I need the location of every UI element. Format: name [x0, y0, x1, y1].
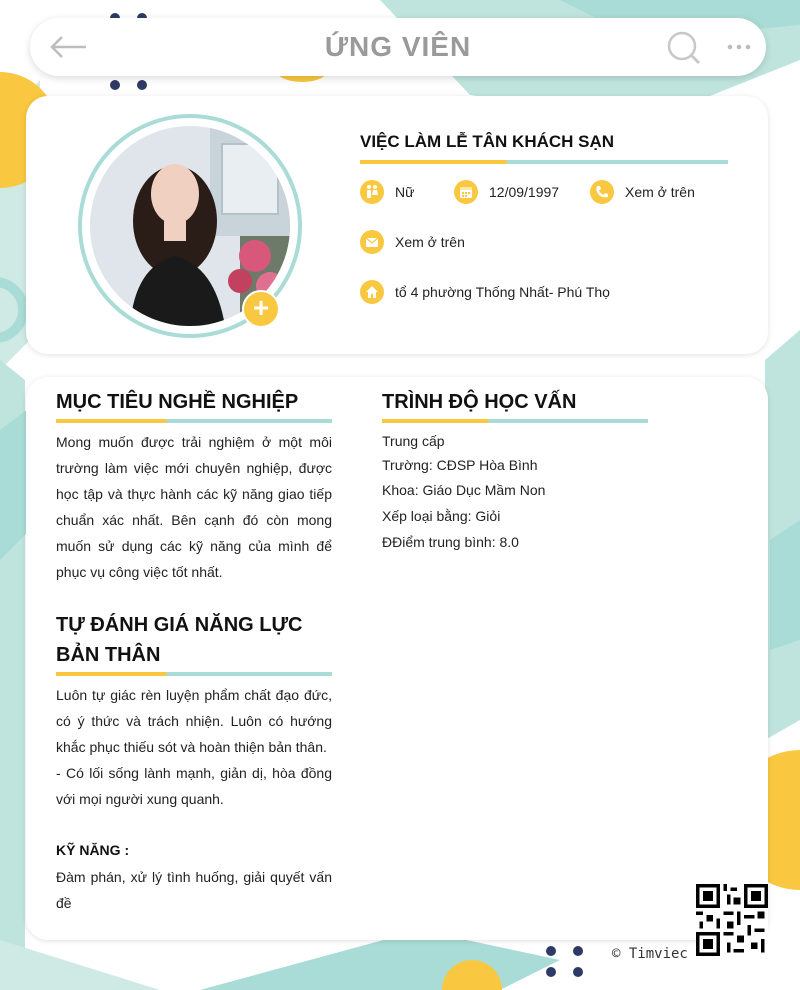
add-photo-button[interactable]: +	[242, 290, 280, 328]
skills-heading: KỸ NĂNG :	[56, 842, 130, 858]
job-title: VIỆC LÀM LỄ TÂN KHÁCH SẠN	[360, 132, 615, 151]
phone-icon	[590, 180, 614, 204]
page-title: ỨNG VIÊN	[324, 31, 472, 62]
top-header-bar	[30, 18, 766, 76]
birthday-info	[454, 180, 559, 204]
education-title: TRÌNH ĐỘ HỌC VẤN	[382, 391, 577, 413]
arrow-left-icon[interactable]	[48, 35, 88, 59]
education-gpa: ĐĐiểm trung bình: 8.0	[382, 534, 519, 550]
birthday-value: 12/09/1997	[489, 184, 560, 200]
job-title-underline	[360, 160, 728, 164]
self-assessment-title-line2: BẢN THÂN	[56, 644, 161, 666]
career-goal-underline	[56, 419, 332, 423]
copyright-text: © Timviec	[612, 946, 688, 962]
self-assessment-text: Luôn tự giác rèn luyện phẩm chất đạo đức, có ý thức và trách nhiện. Luôn có hướng khắc phục thiếu sót và hoàn thiện bản thân. - Có lối sống lành mạnh, giản dị, hòa đồng với mọi người xung quanh.	[56, 687, 332, 807]
gender-value: Nữ	[395, 184, 415, 200]
education-school: Trường: CĐSP Hòa Bình	[382, 457, 538, 473]
address-value: tổ 4 phường Thống Nhất- Phú Thọ	[395, 284, 610, 300]
avatar	[78, 114, 302, 338]
email-icon	[360, 230, 384, 254]
education-level: Trung cấp	[382, 433, 445, 449]
career-goal-text: Mong muốn được trải nghiệm ở một môi trường làm việc mới chuyên nghiệp, được học tập và thực hành các kỹ năng giao tiếp chuẩn xác nhất. Bên cạnh đó còn mong muốn sử dụng các kỹ năng của mình để phục vụ công việc tốt nhất.	[56, 434, 332, 580]
education-grade: Xếp loại bằng: Giỏi	[382, 508, 501, 524]
phone-value: Xem ở trên	[625, 184, 695, 200]
self-assessment-title-line1: TỰ ĐÁNH GIÁ NĂNG LỰC	[56, 614, 303, 636]
skills-text: Đàm phán, xử lý tình huống, giải quyết vấn đề	[56, 869, 332, 911]
calendar-icon	[454, 180, 478, 204]
address-info	[360, 280, 610, 304]
education-underline	[382, 419, 648, 423]
more-dots-icon[interactable]	[724, 38, 754, 56]
profile-card	[26, 96, 768, 354]
email-value: Xem ở trên	[395, 234, 465, 250]
qr-code[interactable]	[696, 884, 768, 956]
phone-info	[590, 180, 695, 204]
search-icon[interactable]	[666, 30, 702, 66]
gender-icon	[360, 180, 384, 204]
home-icon	[360, 280, 384, 304]
gender-info	[360, 180, 414, 204]
cv-details-card	[26, 377, 768, 940]
career-goal-title: MỤC TIÊU NGHỀ NGHIỆP	[56, 391, 299, 413]
self-assessment-underline	[56, 672, 332, 676]
education-faculty: Khoa: Giáo Dục Mầm Non	[382, 482, 546, 498]
email-info	[360, 230, 465, 254]
